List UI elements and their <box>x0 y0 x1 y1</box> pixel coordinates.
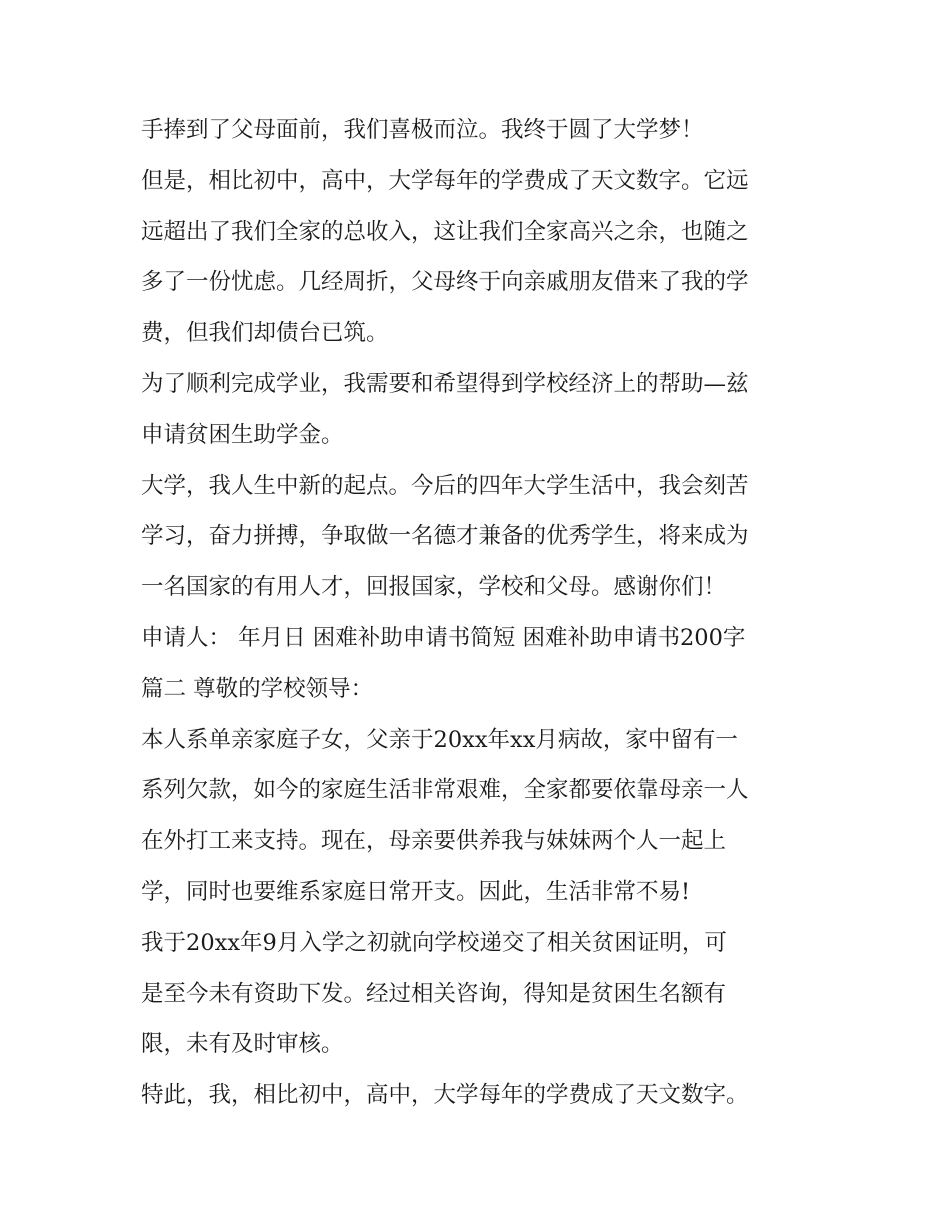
text-line: 限，未有及时审核。 <box>141 1031 344 1058</box>
text-line: 是至今未有资助下发。经过相关咨询，得知是贫困生名额有 <box>141 980 727 1007</box>
text-line: 大学，我人生中新的起点。今后的四年大学生活中，我会刻苦 <box>141 472 749 499</box>
text-line: 学，同时也要维系家庭日常开支。因此，生活非常不易! <box>141 878 691 905</box>
text-line: 远超出了我们全家的总收入，这让我们全家高兴之余，也随之 <box>141 218 749 245</box>
signature-line: 申请人： 年月日 困难补助申请书简短 困难补助申请书200字 <box>141 624 746 651</box>
text-line: 但是，相比初中，高中，大学每年的学费成了天文数字。它远 <box>141 167 749 194</box>
text-line: 一名国家的有用人才，回报国家，学校和父母。感谢你们！ <box>141 574 727 601</box>
text-line: 本人系单亲家庭子女，父亲于20xx年xx月病故，家中留有一 <box>141 726 738 753</box>
text-line: 费，但我们却债台已筑。 <box>141 320 389 347</box>
text-line: 申请贫困生助学金。 <box>141 421 344 448</box>
text-line: 我于20xx年9月入学之初就向学校递交了相关贫困证明，可 <box>141 929 727 956</box>
document-body <box>141 105 821 1121</box>
text-line: 为了顺利完成学业，我需要和希望得到学校经济上的帮助—兹 <box>141 370 749 397</box>
text-line: 学习，奋力拼搏，争取做一名德才兼备的优秀学生，将来成为 <box>141 523 749 550</box>
text-line: 多了一份忧虑。几经周折，父母终于向亲戚朋友借来了我的学 <box>141 269 749 296</box>
text-line: 特此，我，相比初中，高中，大学每年的学费成了天文数字。 <box>141 1082 749 1109</box>
text-line: 手捧到了父母面前，我们喜极而泣。我终于圆了大学梦！ <box>141 117 704 143</box>
text-line: 在外打工来支持。现在，母亲要供养我与妹妹两个人一起上 <box>141 828 727 855</box>
section-heading: 篇二 尊敬的学校领导： <box>141 675 374 702</box>
text-line: 系列欠款，如今的家庭生活非常艰难，全家都要依靠母亲一人 <box>141 777 749 804</box>
